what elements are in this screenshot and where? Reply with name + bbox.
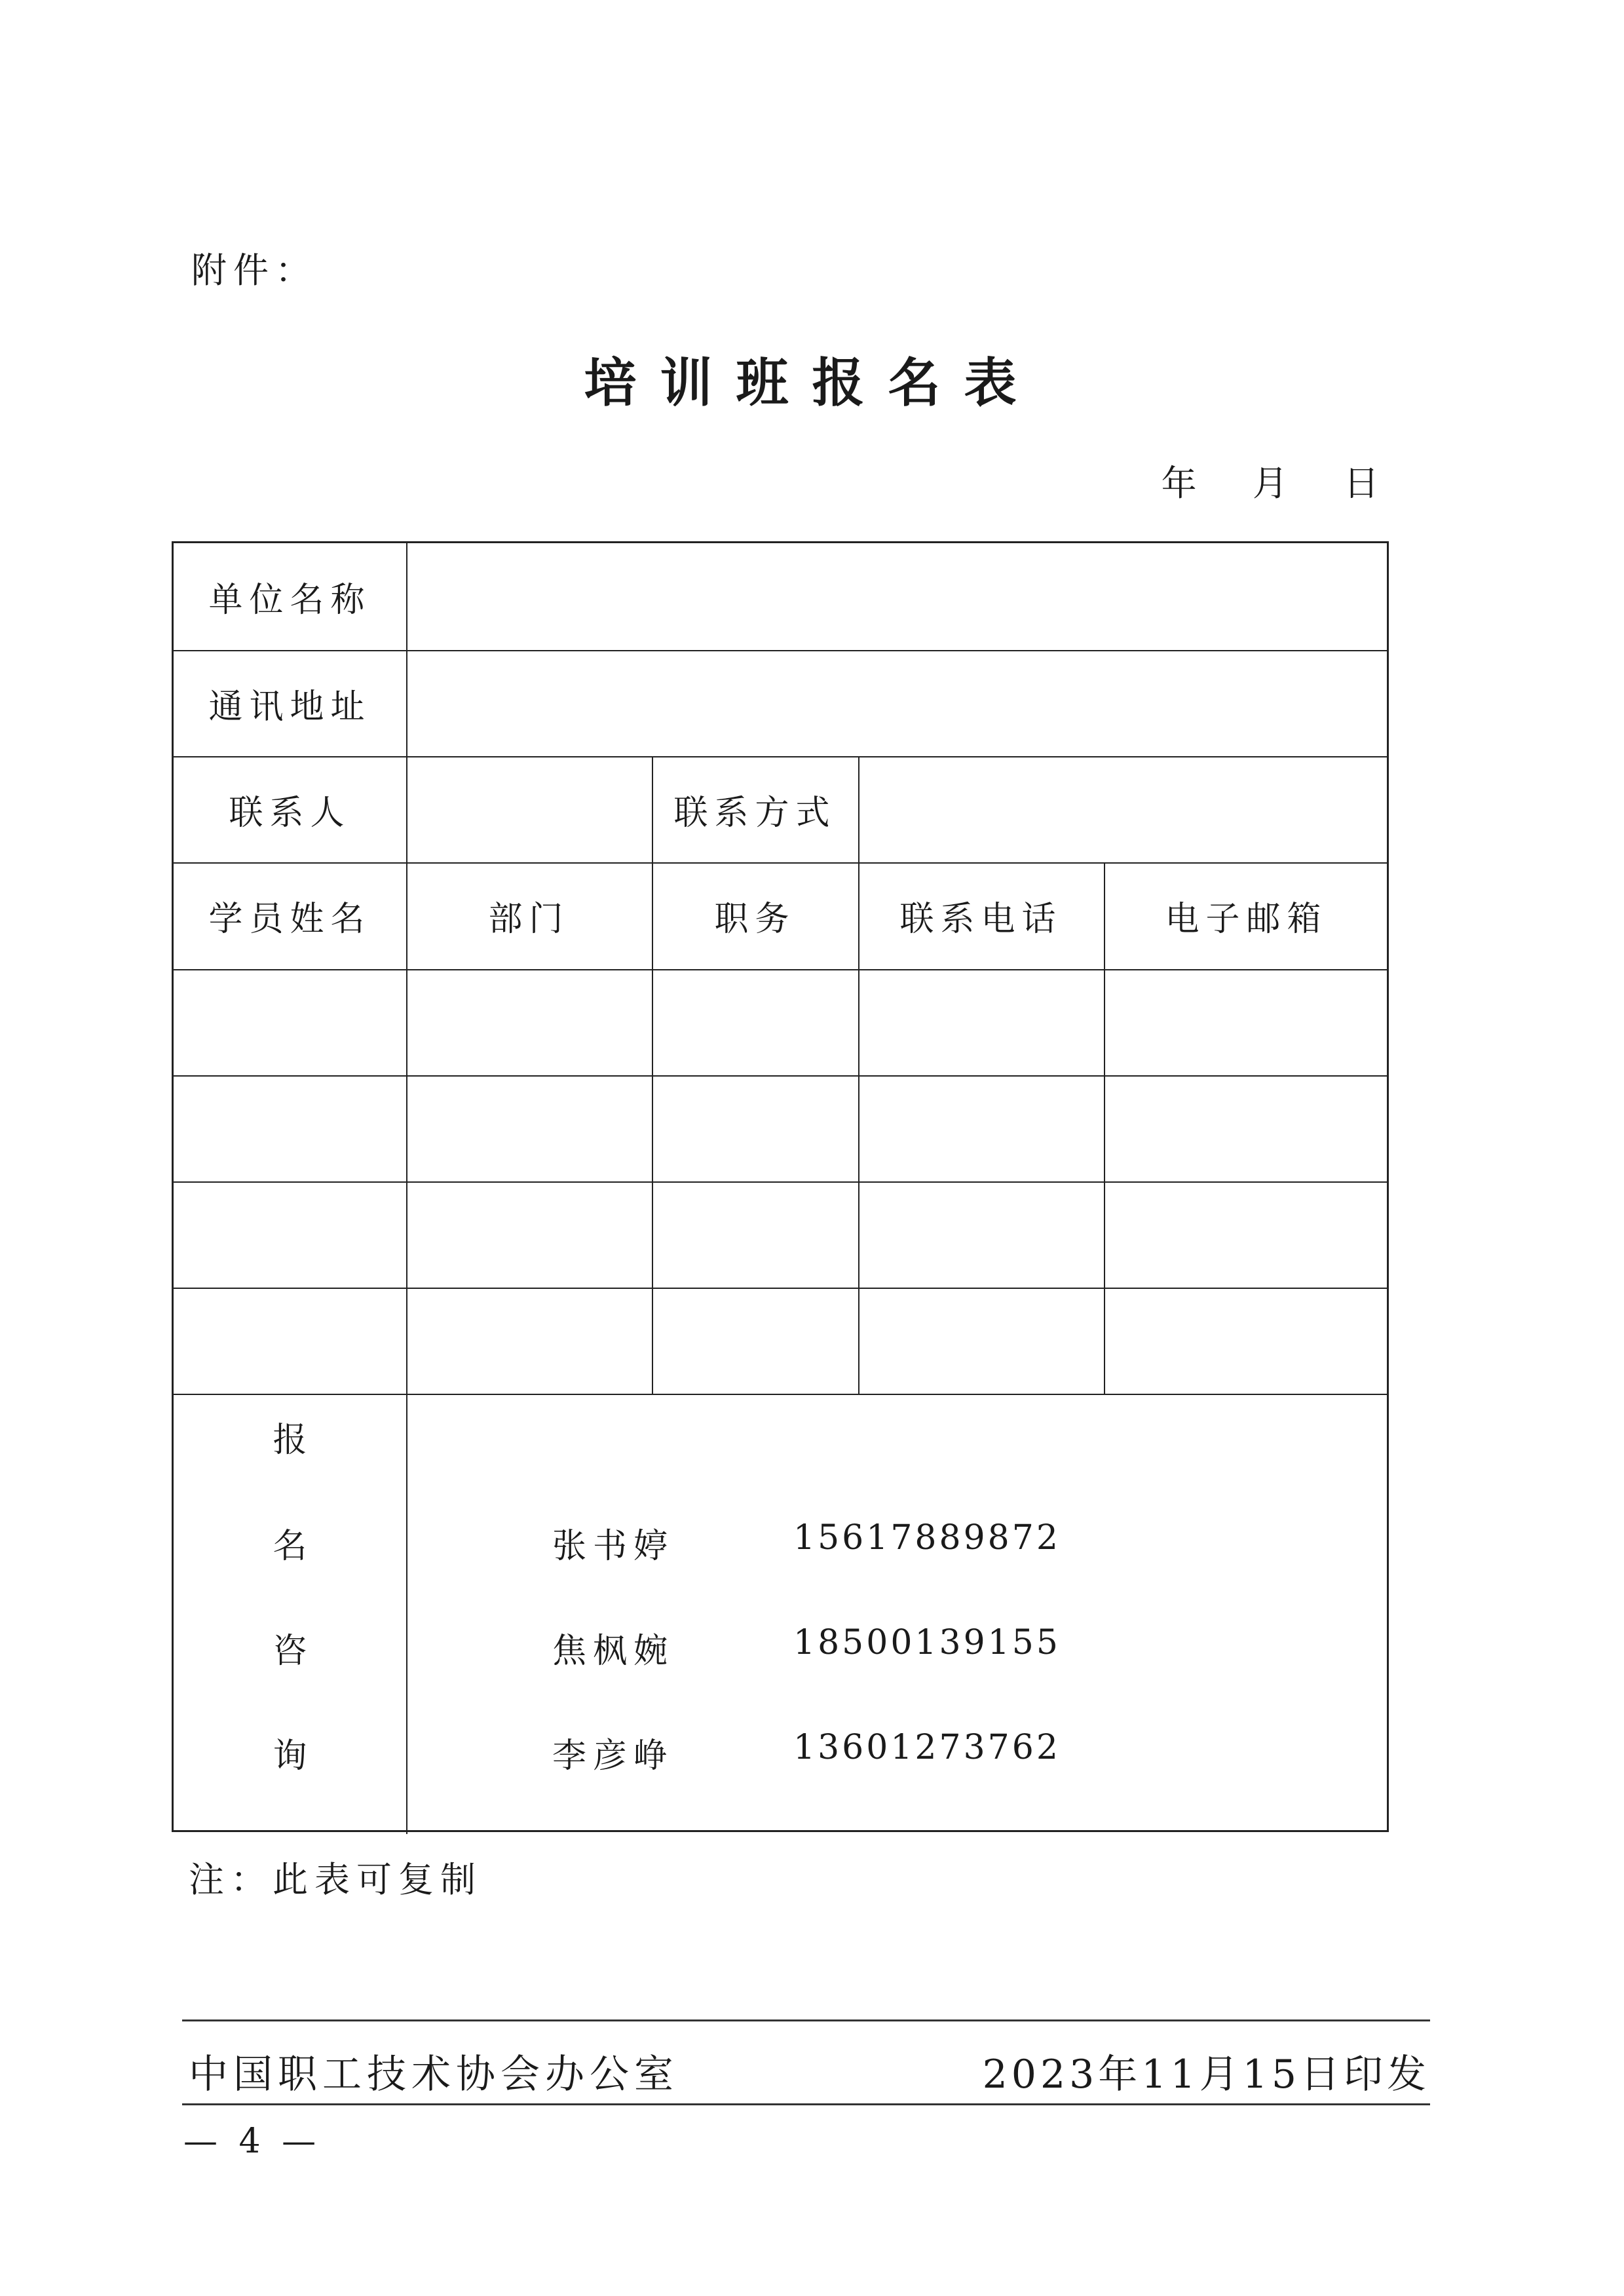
date-line: 年 月 日 [1161, 463, 1382, 504]
consult-contact-phone: 13601273762 [793, 1728, 1061, 1767]
attachment-label: 附件： [191, 250, 317, 291]
column-header-department: 部门 [488, 900, 570, 939]
consult-contact-name: 张书婷 [552, 1527, 675, 1566]
consult-label-char-1: 报 [273, 1421, 307, 1460]
footer-date: 2023年11月15日印发 [982, 2052, 1430, 2097]
consult-contact-name: 焦枫婉 [552, 1632, 675, 1671]
page-number: — 4 — [183, 2122, 322, 2161]
footer-bottom-rule [182, 2103, 1430, 2105]
consult-label-char-3: 咨 [273, 1632, 307, 1671]
form-title: 培训班报名表 [584, 352, 1040, 413]
column-header-student-name: 学员姓名 [208, 900, 371, 939]
contact-person-field[interactable] [406, 756, 652, 862]
column-header-phone: 联系电话 [899, 900, 1063, 939]
contact-method-label: 联系方式 [673, 793, 837, 833]
footer-top-rule [182, 2019, 1430, 2021]
student-row-2[interactable] [174, 1075, 1389, 1181]
consult-contact-phone: 15617889872 [793, 1518, 1061, 1558]
address-label: 通讯地址 [208, 687, 371, 727]
contact-method-field[interactable] [858, 756, 1389, 862]
registration-table [172, 541, 1389, 1832]
footer-org: 中国职工技术协会办公室 [189, 2052, 679, 2097]
column-header-email: 电子邮箱 [1165, 900, 1328, 939]
consult-contact-name: 李彦峥 [552, 1736, 675, 1776]
consult-label-char-2: 名 [273, 1527, 307, 1566]
student-row-4[interactable] [174, 1288, 1389, 1394]
consult-contact-phone: 18500139155 [793, 1623, 1061, 1662]
address-field[interactable] [406, 650, 1389, 756]
unit-name-label: 单位名称 [208, 581, 371, 620]
student-row-1[interactable] [174, 969, 1389, 1075]
column-header-position: 职务 [714, 900, 796, 939]
student-row-3[interactable] [174, 1181, 1389, 1288]
table-rule [174, 1394, 1387, 1395]
consult-label-char-4: 询 [273, 1736, 307, 1776]
note-text: 注：此表可复制 [189, 1859, 482, 1900]
contact-person-label: 联系人 [229, 793, 351, 833]
unit-name-field[interactable] [406, 543, 1389, 650]
